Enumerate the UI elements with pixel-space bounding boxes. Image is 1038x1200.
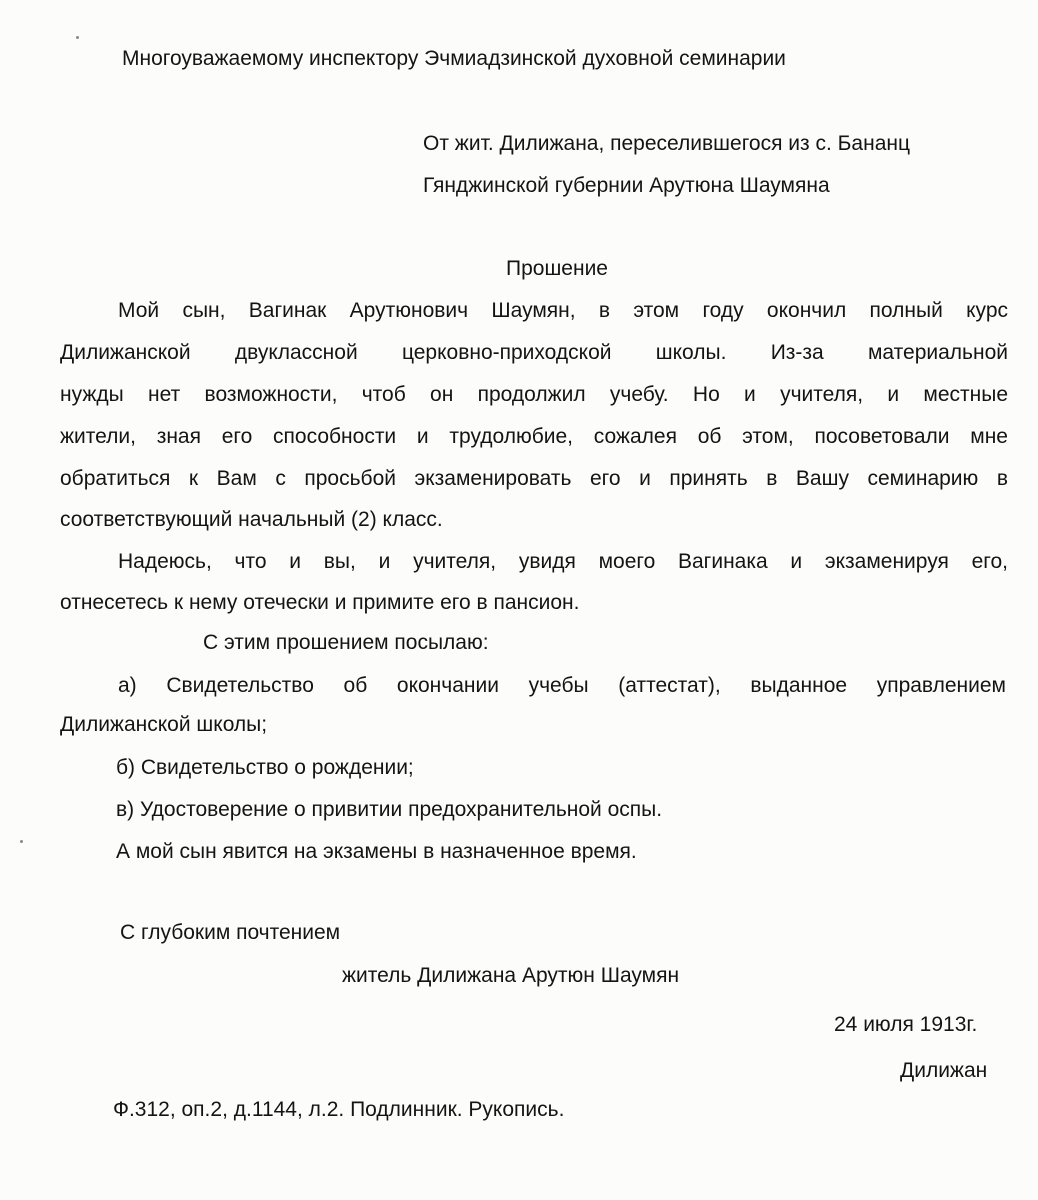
- enclosure-b: б) Свидетельство о рождении;: [116, 756, 414, 779]
- enclosure-a-line-1: а) Свидетельство об окончании учебы (аттестат), выданное управлением: [118, 674, 1006, 697]
- paragraph1-line-1: Мой сын, Вагинак Арутюнович Шаумян, в этом году окончил полный курс: [118, 299, 1008, 322]
- closing-note: А мой сын явится на экзамены в назначенное время.: [116, 840, 637, 863]
- paragraph2-line-2: отнесетесь к нему отечески и примите его в пансион.: [60, 591, 580, 614]
- scan-speck: [20, 840, 23, 843]
- sender-line-2: Гянджинской губернии Арутюна Шаумяна: [423, 174, 830, 197]
- salutation: С глубоким почтением: [120, 921, 341, 944]
- paragraph1-line-3: нужды нет возможности, чтоб он продолжил учебу. Но и учителя, и местные: [60, 383, 1008, 406]
- addressee: Многоуважаемому инспектору Эчмиадзинской духовной семинарии: [122, 47, 786, 70]
- paragraph1-line-5: обратиться к Вам с просьбой экзаменировать его и принять в Вашу семинарию в: [60, 467, 1008, 490]
- paragraph1-line-2: Дилижанской двуклассной церковно-приходской школы. Из-за материальной: [60, 341, 1008, 364]
- archive-reference: Ф.312, оп.2, д.1144, л.2. Подлинник. Рукопись.: [113, 1098, 565, 1121]
- enclosure-c: в) Удостоверение о привитии предохранительной оспы.: [116, 798, 663, 821]
- paragraph2-line-1: Надеюсь, что и вы, и учителя, увидя моего Вагинака и экзаменируя его,: [118, 550, 1008, 573]
- signature: житель Дилижана Арутюн Шаумян: [342, 964, 680, 987]
- document-title: Прошение: [506, 257, 608, 280]
- paragraph1-line-6: соответствующий начальный (2) класс.: [60, 508, 443, 531]
- scan-speck: [76, 36, 79, 39]
- place: Дилижан: [900, 1059, 988, 1082]
- enclosure-a-line-2: Дилижанской школы;: [60, 713, 268, 736]
- date: 24 июля 1913г.: [834, 1013, 978, 1036]
- enclosures-intro: С этим прошением посылаю:: [203, 631, 489, 654]
- paragraph1-line-4: жители, зная его способности и трудолюбие, сожалея об этом, посоветовали мне: [60, 425, 1008, 448]
- sender-line-1: От жит. Дилижана, переселившегося из с. Бананц: [423, 132, 910, 155]
